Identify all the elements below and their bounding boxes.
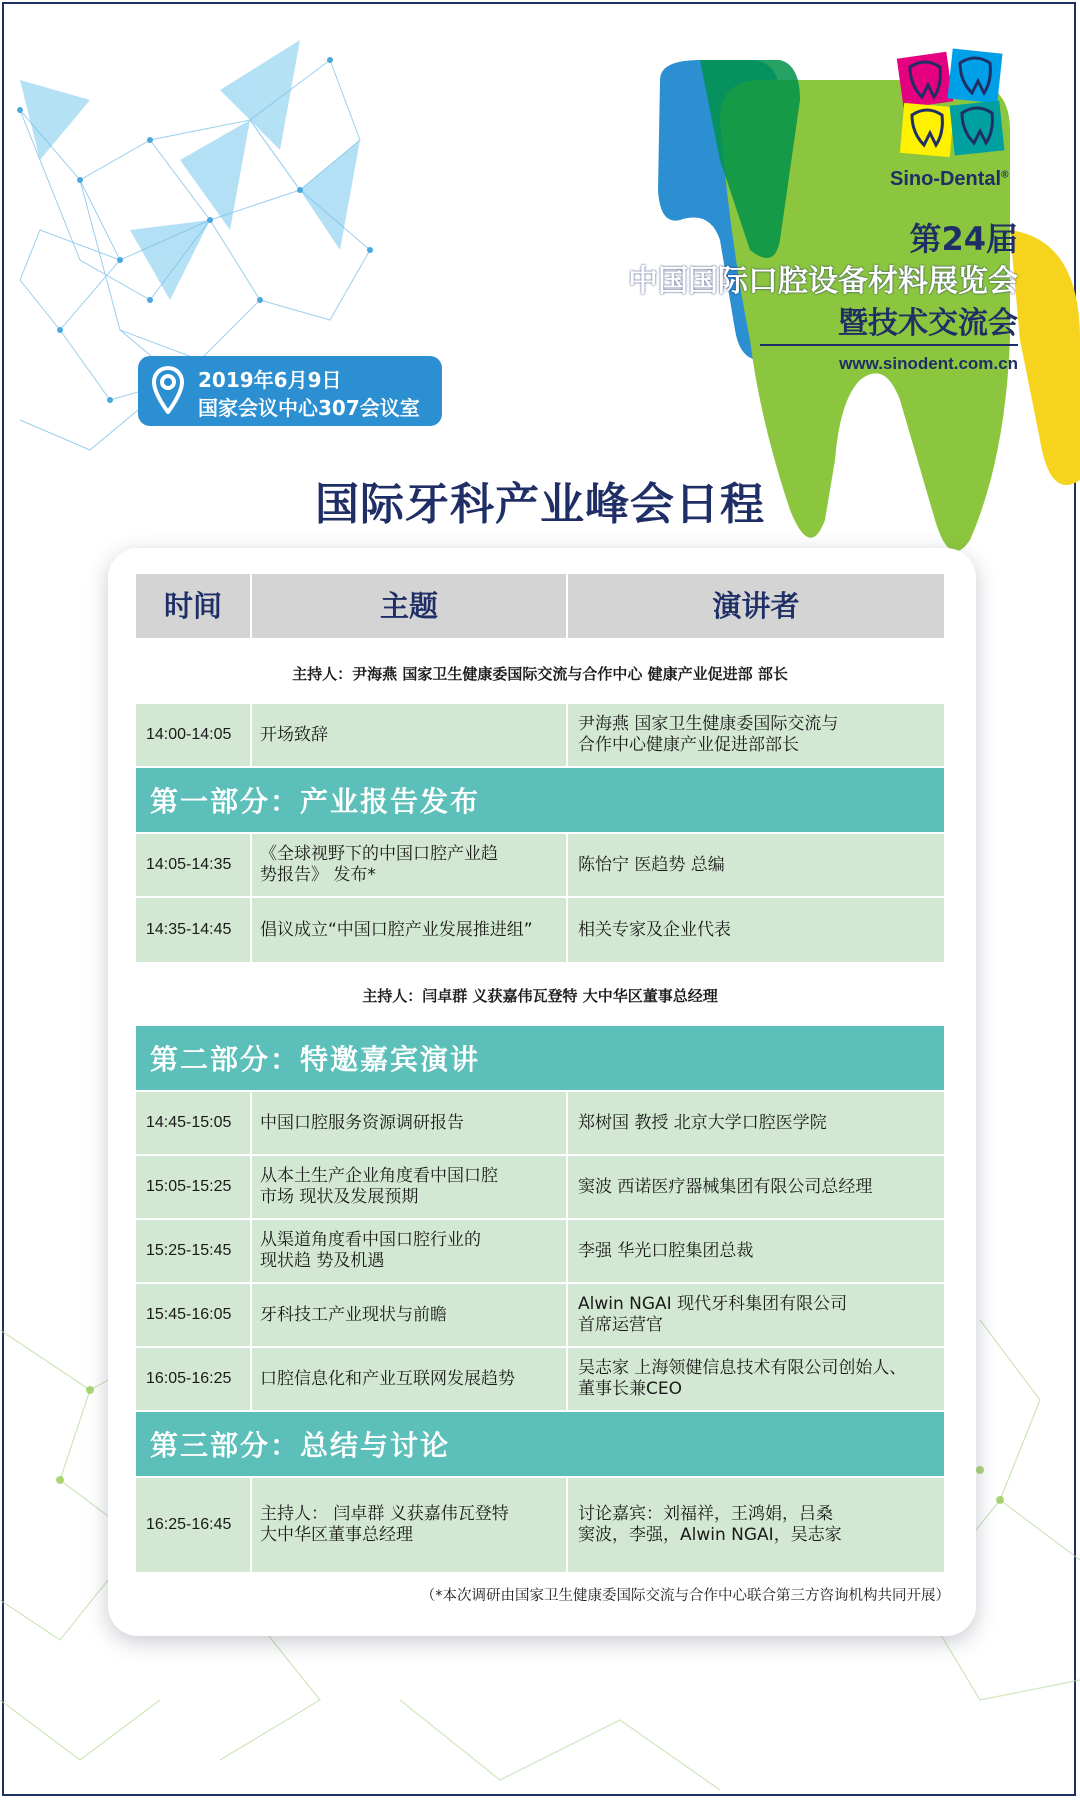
section-header bbox=[136, 768, 944, 832]
row-time: 16:05-16:25 bbox=[146, 1370, 232, 1387]
table-row bbox=[136, 1092, 944, 1154]
location-badge bbox=[138, 356, 442, 426]
header-topic: 主题 bbox=[379, 589, 438, 623]
row-topic: 牙科技工产业现状与前瞻 bbox=[260, 1304, 447, 1325]
row-speaker: 陈怡宁 医趋势 总编 bbox=[578, 854, 725, 875]
table-row bbox=[136, 1220, 944, 1282]
page-title: 国际牙科产业峰会日程 bbox=[315, 479, 765, 530]
section-header bbox=[136, 1026, 944, 1090]
row-time: 15:05-15:25 bbox=[146, 1178, 232, 1195]
row-speaker: 相关专家及企业代表 bbox=[578, 919, 731, 940]
logo-wordmark: Sino-Dental® bbox=[890, 168, 1009, 190]
table-row bbox=[136, 898, 944, 962]
header-speaker: 演讲者 bbox=[712, 589, 800, 623]
event-venue: 国家会议中心307会议室 bbox=[198, 396, 420, 420]
section-label: 第一部分：产业报告发布 bbox=[150, 785, 481, 818]
row-topic: 中国口腔服务资源调研报告 bbox=[260, 1112, 464, 1133]
table-header bbox=[136, 574, 944, 638]
row-time: 14:00-14:05 bbox=[146, 726, 232, 743]
event-name: 中国国际口腔设备材料展览会 bbox=[628, 264, 1018, 299]
row-time: 14:45-15:05 bbox=[146, 1114, 232, 1131]
table-row bbox=[136, 1156, 944, 1218]
header-time: 时间 bbox=[163, 589, 222, 623]
row-topic: 《全球视野下的中国口腔产业趋 势报告》 发布* bbox=[260, 844, 498, 885]
event-date: 2019年6月9日 bbox=[198, 368, 342, 392]
row-topic: 从本土生产企业角度看中国口腔 市场 现状及发展预期 bbox=[260, 1166, 498, 1207]
row-topic: 倡议成立“中国口腔产业发展推进组” bbox=[260, 919, 533, 940]
event-subtitle: 暨技术交流会 bbox=[838, 306, 1018, 341]
table-row bbox=[136, 1478, 944, 1572]
row-speaker: 尹海燕 国家卫生健康委国际交流与 合作中心健康产业促进部部长 bbox=[578, 714, 839, 755]
row-speaker: 讨论嘉宾：刘福祥，王鸿娟，吕桑 窦波，李强，Alwin NGAI，吴志家 bbox=[578, 1504, 842, 1545]
event-url: www.sinodent.com.cn bbox=[839, 354, 1018, 373]
section-header bbox=[136, 1412, 944, 1476]
event-edition: 第24届 bbox=[909, 220, 1018, 258]
row-time: 15:45-16:05 bbox=[146, 1306, 232, 1323]
row-time: 14:05-14:35 bbox=[146, 856, 232, 873]
table-row bbox=[136, 1284, 944, 1346]
row-speaker: 李强 华光口腔集团总裁 bbox=[578, 1240, 754, 1261]
row-speaker: 吴志家 上海领健信息技术有限公司创始人、 董事长兼CEO bbox=[578, 1358, 907, 1399]
section-label: 第二部分：特邀嘉宾演讲 bbox=[150, 1043, 481, 1076]
divider bbox=[760, 344, 1018, 346]
table-row bbox=[136, 1348, 944, 1410]
host-line: 主持人：尹海燕 国家卫生健康委国际交流与合作中心 健康产业促进部 部长 bbox=[292, 665, 788, 683]
row-topic: 开场致辞 bbox=[260, 724, 328, 745]
footnote: （*本次调研由国家卫生健康委国际交流与合作中心联合第三方咨询机构共同开展） bbox=[420, 1588, 950, 1604]
row-time: 16:25-16:45 bbox=[146, 1516, 232, 1533]
row-time: 15:25-15:45 bbox=[146, 1242, 232, 1259]
host-line: 主持人：闫卓群 义获嘉伟瓦登特 大中华区董事总经理 bbox=[362, 987, 718, 1005]
row-speaker: 郑树国 教授 北京大学口腔医学院 bbox=[578, 1112, 827, 1133]
row-topic: 从渠道角度看中国口腔行业的 现状趋 势及机遇 bbox=[260, 1230, 481, 1271]
row-topic: 主持人： 闫卓群 义获嘉伟瓦登特 大中华区董事总经理 bbox=[260, 1504, 509, 1545]
sino-dental-logo-icon bbox=[892, 45, 1012, 165]
row-time: 14:35-14:45 bbox=[146, 921, 232, 938]
table-row bbox=[136, 834, 944, 896]
table-row bbox=[136, 704, 944, 766]
map-pin-icon bbox=[152, 366, 184, 414]
row-speaker: 窦波 西诺医疗器械集团有限公司总经理 bbox=[578, 1176, 873, 1197]
schedule-card bbox=[108, 548, 976, 1636]
row-speaker: Alwin NGAI 现代牙科集团有限公司 首席运营官 bbox=[578, 1294, 848, 1335]
section-label: 第三部分：总结与讨论 bbox=[150, 1429, 451, 1462]
row-topic: 口腔信息化和产业互联网发展趋势 bbox=[260, 1368, 515, 1389]
